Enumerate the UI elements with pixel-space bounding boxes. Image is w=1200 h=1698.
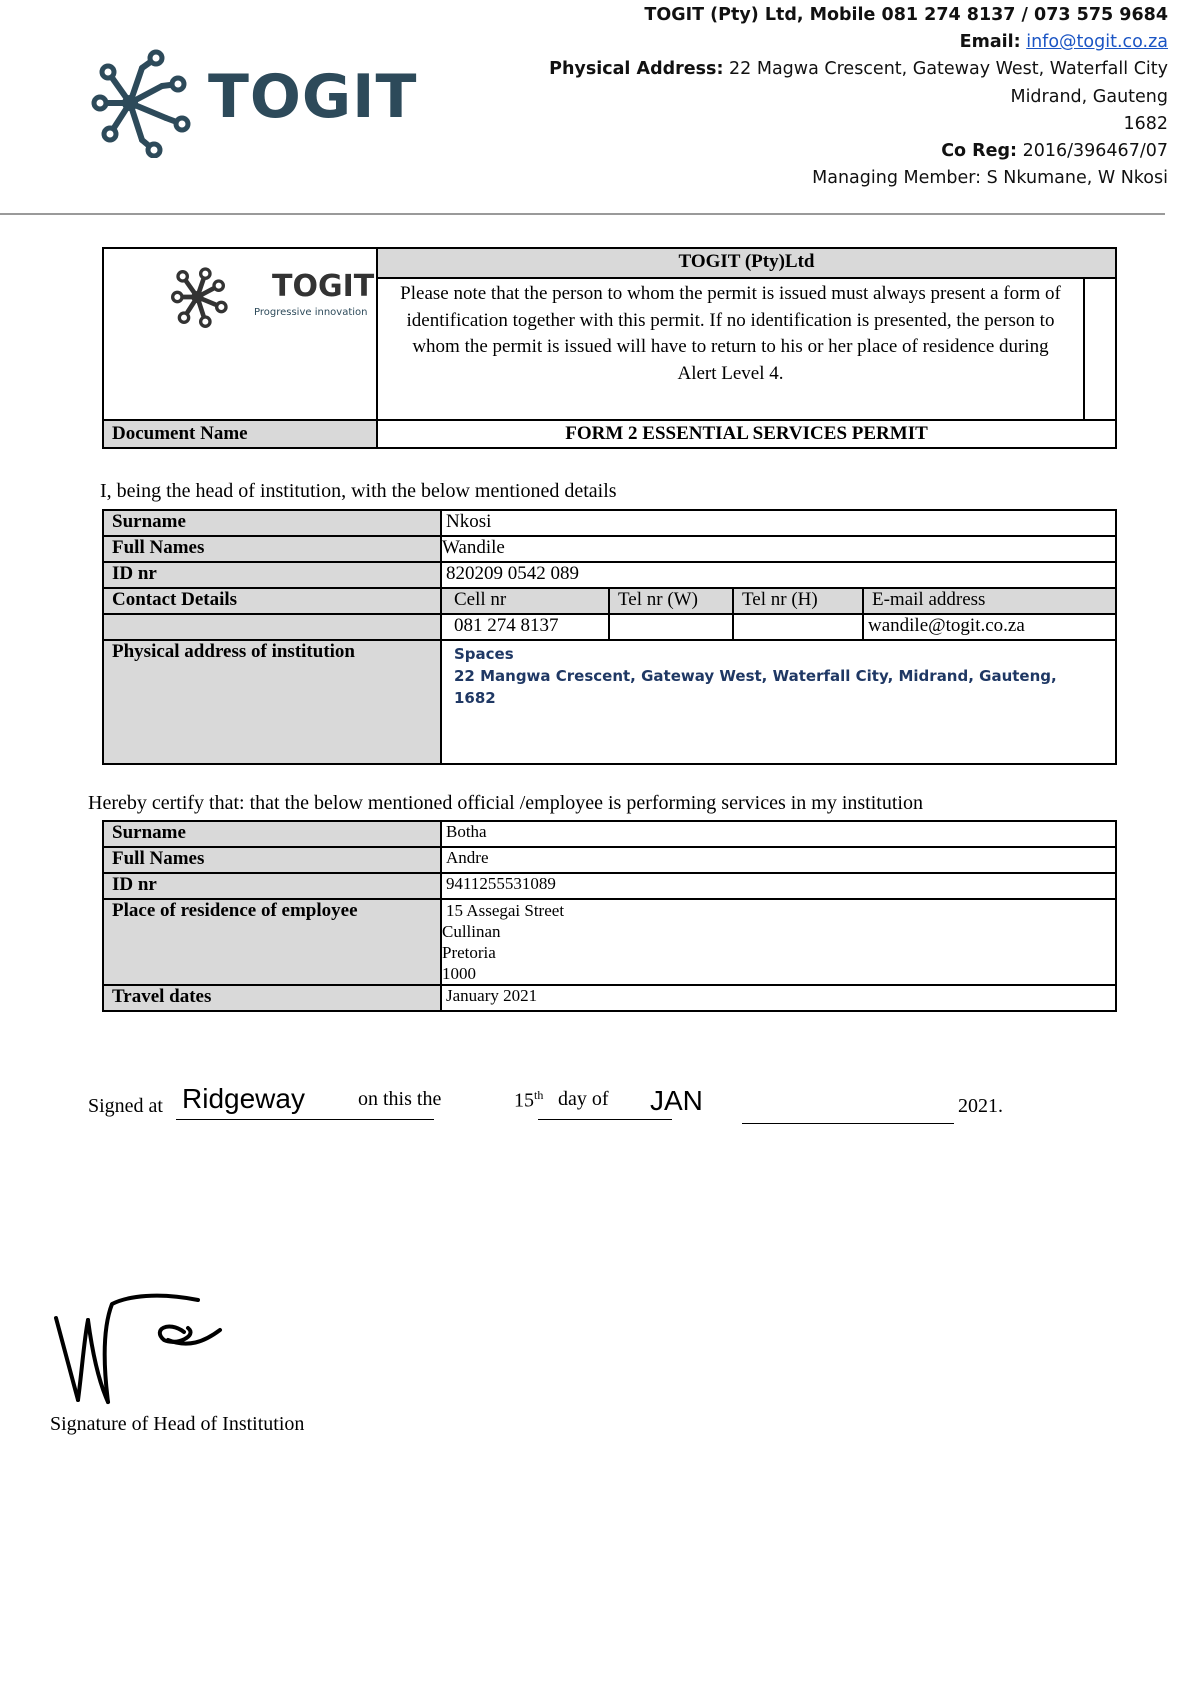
header-title: TOGIT (Pty)Ltd — [377, 248, 1116, 278]
employee-intro-text: Hereby certify that: that the below mentioned official /employee is performing services in my institution — [88, 792, 923, 814]
company-line: TOGIT (Pty) Ltd, Mobile 081 274 8137 / 073 575 9684 — [644, 5, 1168, 25]
header-wordmark: TOGIT — [272, 269, 375, 304]
permit-header-table — [102, 247, 1117, 449]
head-email-value: wandile@togit.co.za — [863, 614, 1116, 640]
notice-side-column — [1083, 279, 1115, 419]
email-line — [528, 29, 1168, 56]
signed-month: JAN — [650, 1085, 703, 1116]
residence-line-4: 1000 — [442, 964, 476, 983]
employee-details-table — [102, 820, 1117, 1012]
employee-residence-value — [441, 899, 1116, 985]
email-label: Email: — [959, 32, 1021, 53]
document-name-label: Document Name — [103, 420, 377, 448]
header-notice-cell — [377, 278, 1116, 420]
permit-notice: Please note that the person to whom the permit is issued must always present a form of identification together with this permit. If no identification is presented, the person to whom the permit is issued will have to return to his or her place of residence during Alert Level 4. — [400, 283, 1061, 384]
head-telw-header: Tel nr (W) — [609, 588, 733, 614]
day-suffix: th — [534, 1088, 544, 1102]
head-address-line-2: 22 Mangwa Crescent, Gateway West, Waterfall City, Midrand, Gauteng, — [454, 667, 1057, 685]
address-line — [528, 56, 1168, 83]
head-address-line-1: Spaces — [454, 645, 514, 663]
header-logo-cell — [103, 248, 377, 420]
head-telh-value — [733, 614, 863, 640]
head-address-label: Physical address of institution — [103, 640, 441, 764]
residence-line-1: 15 Assegai Street — [446, 901, 565, 920]
signed-at-label: Signed at — [88, 1095, 163, 1117]
head-email-header: E-mail address — [863, 588, 1116, 614]
signed-at-line — [176, 1118, 434, 1120]
employee-id-label: ID nr — [103, 873, 441, 899]
signed-year: 2021. — [958, 1095, 1003, 1117]
on-this-the-label: on this the — [358, 1088, 442, 1110]
day-of-label: day of — [558, 1088, 609, 1110]
coreg-label: Co Reg: — [941, 141, 1018, 162]
employee-residence-label: Place of residence of employee — [103, 899, 441, 985]
head-id-label: ID nr — [103, 562, 441, 588]
address-line-3: 1682 — [1123, 113, 1168, 134]
residence-line-2: Cullinan — [442, 922, 501, 941]
letterhead-logo — [80, 48, 200, 163]
head-surname-value: Nkosi — [441, 510, 1116, 536]
head-contact-blank — [103, 614, 441, 640]
managing-members: Managing Member: S Nkumane, W Nkosi — [812, 168, 1168, 189]
head-cell-value: 081 274 8137 — [441, 614, 609, 640]
coreg-value: 2016/396467/07 — [1022, 141, 1168, 162]
letterhead-divider — [0, 213, 1165, 215]
address-line-2: Midrand, Gauteng — [1010, 86, 1168, 107]
togit-network-icon — [164, 257, 244, 337]
head-intro-text: I, being the head of institution, with the below mentioned details — [100, 480, 617, 502]
address-label: Physical Address: — [549, 59, 724, 80]
day-line — [538, 1118, 672, 1120]
letterhead-wordmark: TOGIT — [208, 62, 418, 132]
letterhead-contact — [528, 2, 1168, 192]
head-fullnames-value: Wandile — [441, 536, 1116, 562]
month-line — [742, 1122, 954, 1124]
coreg-line — [528, 138, 1168, 165]
address-line-1: 22 Magwa Crescent, Gateway West, Waterfall City — [729, 59, 1168, 80]
document-name-value: FORM 2 ESSENTIAL SERVICES PERMIT — [377, 420, 1116, 448]
head-contact-label: Contact Details — [103, 588, 441, 614]
signed-place: Ridgeway — [182, 1083, 305, 1114]
signed-day — [514, 1088, 543, 1113]
header-tagline: Progressive innovation — [254, 307, 368, 318]
employee-fullnames-label: Full Names — [103, 847, 441, 873]
head-cell-header: Cell nr — [441, 588, 609, 614]
head-surname-label: Surname — [103, 510, 441, 536]
residence-line-3: Pretoria — [442, 943, 496, 962]
email-link[interactable]: info@togit.co.za — [1026, 32, 1168, 53]
employee-travel-label: Travel dates — [103, 985, 441, 1011]
employee-fullnames-value: Andre — [441, 847, 1116, 873]
head-address-value — [441, 640, 1116, 764]
employee-surname-label: Surname — [103, 821, 441, 847]
head-id-value: 820209 0542 089 — [441, 562, 1116, 588]
day-number: 15 — [514, 1089, 534, 1112]
head-telw-value — [609, 614, 733, 640]
handwritten-signature — [48, 1290, 228, 1410]
togit-network-icon — [80, 48, 200, 158]
head-details-table — [102, 509, 1117, 765]
head-telh-header: Tel nr (H) — [733, 588, 863, 614]
head-address-line-3: 1682 — [454, 689, 496, 707]
employee-id-value: 9411255531089 — [441, 873, 1116, 899]
employee-surname-value: Botha — [441, 821, 1116, 847]
signature-label: Signature of Head of Institution — [50, 1413, 305, 1435]
head-fullnames-label: Full Names — [103, 536, 441, 562]
employee-travel-value: January 2021 — [441, 985, 1116, 1011]
